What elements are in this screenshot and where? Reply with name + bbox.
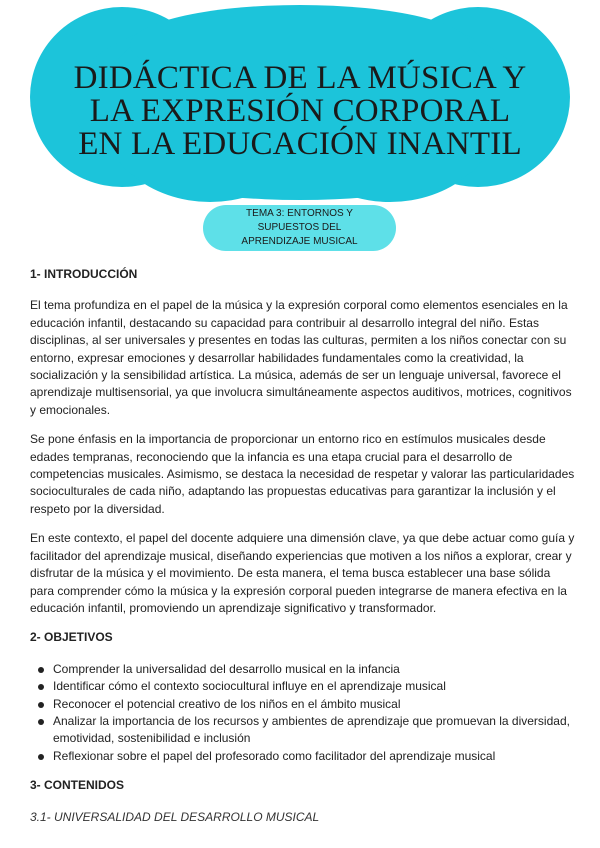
bullet-icon	[38, 702, 44, 708]
section-heading-introduccion: 1- INTRODUCCIÓN	[30, 267, 138, 281]
bullet-icon	[38, 719, 44, 725]
title-line: EN LA EDUCACIÓN INANTIL	[78, 126, 522, 162]
intro-paragraph: Se pone énfasis en la importancia de proporcionar un entorno rico en estímulos musicales desde edades tempranas, reconociendo que la infancia es una etapa crucial para el desarrollo de competencias musicales. Asimismo, se destaca la necesidad de respetar y valorar las particularidades socioculturales de cada niño, adaptando las propuestas educativas para garantizar la inclusión y el respeto por la diversidad.	[30, 432, 575, 516]
objective-text: Reflexionar sobre el papel del profesorado como facilitador del aprendizaje musical	[53, 748, 496, 763]
intro-paragraph: En este contexto, el papel del docente adquiere una dimensión clave, ya que debe actuar como guía y facilitador del aprendizaje musical, diseñando experiencias que motiven a los niños a explorar, crear y disfrutar de la música y el movimiento. De esta manera, el tema busca establecer una base sólida para comprender cómo la música y la expresión corporal pueden integrarse de manera efectiva en la educación infantil, promoviendo un aprendizaje significativo y transformador.	[30, 531, 575, 615]
list-item	[30, 713, 575, 748]
list-item	[30, 661, 575, 678]
objective-text: Comprender la universalidad del desarrollo musical en la infancia	[53, 661, 400, 676]
section-heading-contenidos: 3- CONTENIDOS	[30, 778, 125, 793]
document-body	[30, 266, 575, 826]
objective-text: Reconocer el potencial creativo de los niños en el ámbito musical	[53, 696, 401, 711]
bullet-icon	[38, 684, 44, 690]
subsection-heading: 3.1- UNIVERSALIDAD DEL DESARROLLO MUSICAL	[30, 809, 320, 824]
objective-text: Analizar la importancia de los recursos y ambientes de aprendizaje que promuevan la diversidad, emotividad, sostenibilidad e inclusión	[53, 713, 570, 746]
bullet-icon	[38, 754, 44, 760]
objective-text: Identificar cómo el contexto sociocultural influye en el aprendizaje musical	[53, 679, 446, 694]
title-line: DIDÁCTICA DE LA MÚSICA Y	[73, 60, 527, 96]
intro-paragraph: El tema profundiza en el papel de la música y la expresión corporal como elementos esenciales en la educación infantil, destacando su capacidad para contribuir al desarrollo integral del niño. Estas disciplinas, al ser universales y presentes en todas las culturas, permiten a los niños conectar con su entorno, expresar emociones y desarrollar habilidades fundamentales como la creatividad, la socialización y la sensibilidad artística. La música, además de ser un lenguaje universal, favorece el aprendizaje multisensorial, ya que involucra simultáneamente aspectos auditivos, motrices, cognitivos y emocionales.	[30, 298, 572, 417]
bullet-icon	[38, 667, 44, 673]
topic-line: TEMA 3: ENTORNOS Y SUPUESTOS DEL	[246, 208, 353, 233]
topic-line: APRENDIZAJE MUSICAL	[241, 236, 358, 247]
document-title	[40, 62, 560, 161]
list-item	[30, 748, 575, 765]
title-line: LA EXPRESIÓN CORPORAL	[89, 93, 511, 129]
section-heading-objetivos: 2- OBJETIVOS	[30, 630, 113, 645]
topic-badge	[203, 205, 396, 251]
list-item	[30, 678, 575, 695]
list-item	[30, 696, 575, 713]
objectives-list	[30, 661, 575, 765]
